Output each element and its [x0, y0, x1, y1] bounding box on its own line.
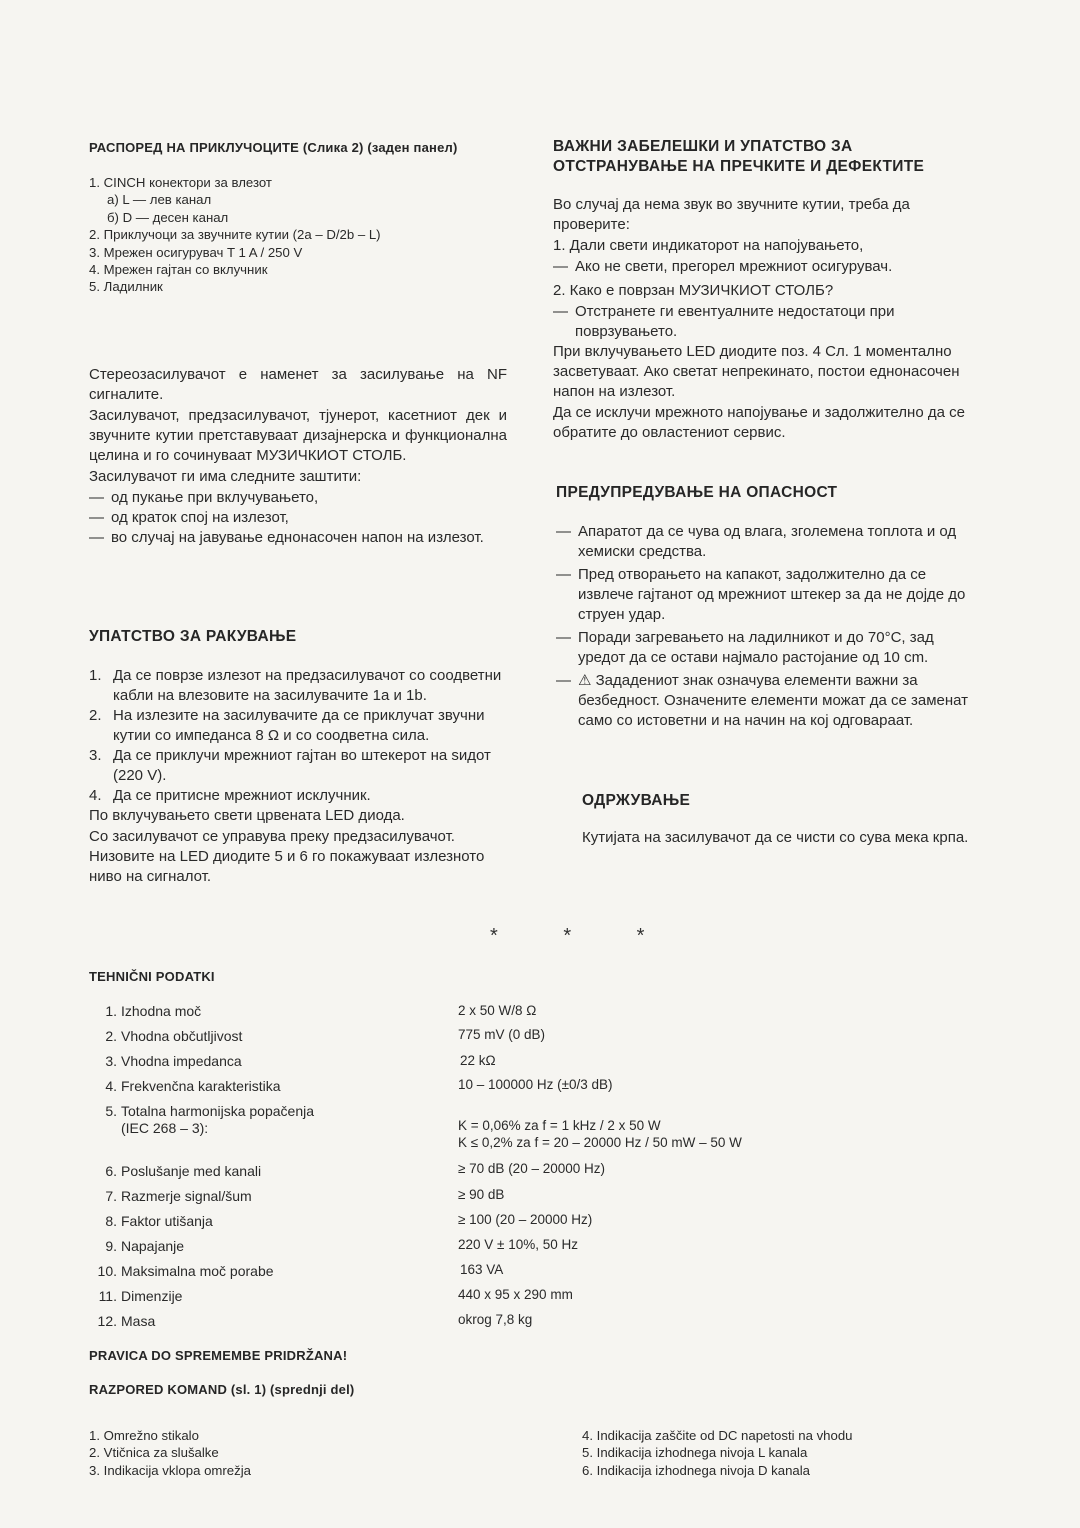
list-item: 1. Omrežno stikalo [89, 1428, 199, 1443]
protection-item: — од краток спој на излезот, [89, 509, 289, 526]
maintenance-title: ОДРЖУВАЊЕ [582, 792, 691, 809]
notes-check-answer: — Ако не свети, прегорел мрежниот осигурувач. [553, 258, 893, 275]
list-item: 4. Indikacija zaščite od DC napetosti na vhodu [582, 1428, 853, 1443]
list-item: 5. Indikacija izhodnega nivoja L kanala [582, 1445, 808, 1461]
list-item: 5. Ладилник [89, 279, 163, 295]
spec-label: 12. Masa [97, 1313, 156, 1329]
spec-value: 163 VA [460, 1262, 504, 1277]
spec-value: okrog 7,8 kg [458, 1312, 533, 1327]
spec-value: 10 – 100000 Hz (±0/3 dB) [458, 1077, 613, 1092]
spec-label: 4. Frekvenčna karakteristika [105, 1078, 281, 1094]
notes-check: 2. Како е поврзан МУЗИЧКИОТ СТОЛБ? [553, 282, 834, 299]
handling-paragraph: По вклучувањето свети црвената LED диода. [89, 807, 405, 824]
list-item: 4. Мрежен гајтан со вклучник [89, 262, 268, 278]
handling-paragraph: Со засилувачот се управува преку предзасилувачот. Низовите на LED диодите 5 и 6 го покажуваат излезното ниво на сигналот. [89, 828, 485, 885]
handling-step: 4. Да се притисне мрежниот исклучник. [89, 787, 371, 804]
spec-value: 775 mV (0 dB) [458, 1027, 546, 1042]
spec-label: 2. Vhodna občutljivost [105, 1028, 243, 1044]
notes-paragraph: Во случај да нема звук во звучните кутии, треба да проверите: [553, 196, 910, 233]
intro-paragraph: Стереозасилувачот е наменет за засилување на NF сигналите. [89, 366, 507, 403]
notes-paragraph: Да се исклучи мрежното напојување и задолжително да се обратите до овластениот сервис. [553, 404, 965, 441]
notes-title: ВАЖНИ ЗАБЕЛЕШКИ И УПАТСТВО ЗА ОТСТРАНУВАЊЕ НА ПРЕЧКИТЕ И ДЕФЕКТИТЕ [553, 138, 925, 175]
handling-title: УПАТСТВО ЗА РАКУВАЊЕ [89, 628, 297, 645]
protection-item: — во случај на јавување еднонасочен напон на излезот. [89, 529, 484, 546]
warning-item: — Пред отворањето на капакот, задолжително да се извлече гајтанот од мрежниот штекер за да не дојде до струен удар. [556, 566, 966, 623]
list-item: 6. Indikacija izhodnega nivoja D kanala [582, 1462, 810, 1478]
rights-reserved-note: PRAVICA DO SPREMEMBE PRIDRŽANA! [89, 1348, 348, 1363]
spec-value: ≥ 70 dB (20 – 20000 Hz) [458, 1161, 605, 1176]
warning-item: — ⚠ Зададениот знак означува елементи важни за безбедност. Означените елементи можат да се заменат само со истоветни и на начин на кој одговараат. [556, 672, 969, 729]
spec-value: ≥ 100 (20 – 20000 Hz) [458, 1212, 593, 1227]
spec-label: 5. Totalna harmonijska popačenja [105, 1103, 315, 1119]
spec-value: 220 V ± 10%, 50 Hz [458, 1237, 578, 1252]
intro-paragraph: Засилувачот ги има следните заштити: [89, 468, 362, 485]
warning-item: — Апаратот да се чува од влага, зголемена топлота и од хемиски средства. [556, 523, 957, 560]
section-divider: * * * [490, 925, 675, 947]
list-item: 3. Мрежен осигурувач T 1 A / 250 V [89, 244, 303, 260]
notes-check-answer: — Отстранете ги евентуалните недостатоци при поврзувањето. [553, 303, 895, 340]
handling-step: 2. На излезите на засилувачите да се приклучат звучни кутии со импеданса 8 Ω и со соодветна сила. [89, 707, 485, 744]
spec-label: 6. Poslušanje med kanali [105, 1163, 262, 1179]
list-item: 3. Indikacija vklopa omrežja [89, 1462, 251, 1478]
maintenance-text: Кутијата на засилувачот да се чисти со сува мека крпа. [582, 829, 969, 846]
spec-label: 11. Dimenzije [98, 1288, 183, 1304]
warning-section [556, 522, 974, 731]
spec-label: 8. Faktor utišanja [105, 1213, 213, 1229]
list-item: 2. Приклучоци за звучните кутии (2a – D/2b – L) [89, 227, 381, 243]
handling-step: 3. Да се приклучи мрежниот гајтан во штекерот на ѕидот (220 V). [89, 747, 491, 784]
warning-title: ПРЕДУПРЕДУВАЊЕ НА ОПАСНОСТ [556, 484, 838, 501]
spec-label-continued: (IEC 268 – 3): [121, 1120, 209, 1136]
notes-section [553, 195, 973, 444]
spec-value: 22 kΩ [460, 1053, 496, 1068]
protection-item: — од пукање при вклучувањето, [89, 489, 319, 506]
spec-value: K ≤ 0,2% za f = 20 – 20000 Hz / 50 mW – 50 W [458, 1135, 742, 1150]
tech-title: TEHNIČNI PODATKI [89, 969, 215, 984]
spec-label: 10. Maksimalna moč porabe [97, 1263, 274, 1279]
spec-label: 7. Razmerje signal/šum [105, 1188, 252, 1204]
handling-section [89, 666, 507, 888]
warning-item: — Поради загревањето на ладилникот и до 70°C, зад уредот да се остави најмало растојание од 10 cm. [556, 629, 934, 666]
connectors-title: РАСПОРЕД НА ПРИКЛУЧОЦИТЕ (Слика 2) (заден панел) [89, 140, 458, 155]
controls-title: RAZPORED KOMAND (sl. 1) (sprednji del) [89, 1382, 355, 1397]
spec-label: 3. Vhodna impedanca [105, 1053, 242, 1069]
spec-label: 9. Napajanje [105, 1238, 185, 1254]
controls-list-left [89, 1427, 251, 1479]
list-item: 1. CINCH конектори за влезот [89, 175, 272, 190]
spec-value: 2 x 50 W/8 Ω [458, 1003, 537, 1018]
handling-step: 1. Да се поврзе излезот на предзасилувачот со соодветни кабли на влезовите на засилувачите 1a и 1b. [89, 667, 502, 704]
controls-list-right [582, 1427, 853, 1479]
list-item: а) L — лев канал [107, 192, 212, 208]
intro-paragraph: Засилувачот, предзасилувачот, тјунерот, касетниот дек и звучните кутии претставуваат дизајнерска и функционална целина и го сочинуваат МУЗИЧКИОТ СТОЛБ. [89, 407, 507, 464]
list-item: 2. Vtičnica za slušalke [89, 1445, 219, 1461]
spec-value: 440 x 95 x 290 mm [458, 1287, 573, 1302]
spec-label: 1. Izhodna moč [105, 1003, 202, 1019]
list-item: б) D — десен канал [107, 209, 229, 225]
spec-value: K = 0,06% za f = 1 kHz / 2 x 50 W [458, 1118, 661, 1133]
spec-value: ≥ 90 dB [458, 1187, 505, 1202]
notes-check: 1. Дали свети индикаторот на напојувањето, [553, 237, 864, 254]
intro-section [89, 365, 507, 548]
connectors-list [89, 174, 381, 296]
notes-paragraph: При вклучувањето LED диодите поз. 4 Сл. 1 моментално засветуваат. Ако светат непрекинато, постои еднонасочен напон на излезот. [553, 343, 960, 400]
